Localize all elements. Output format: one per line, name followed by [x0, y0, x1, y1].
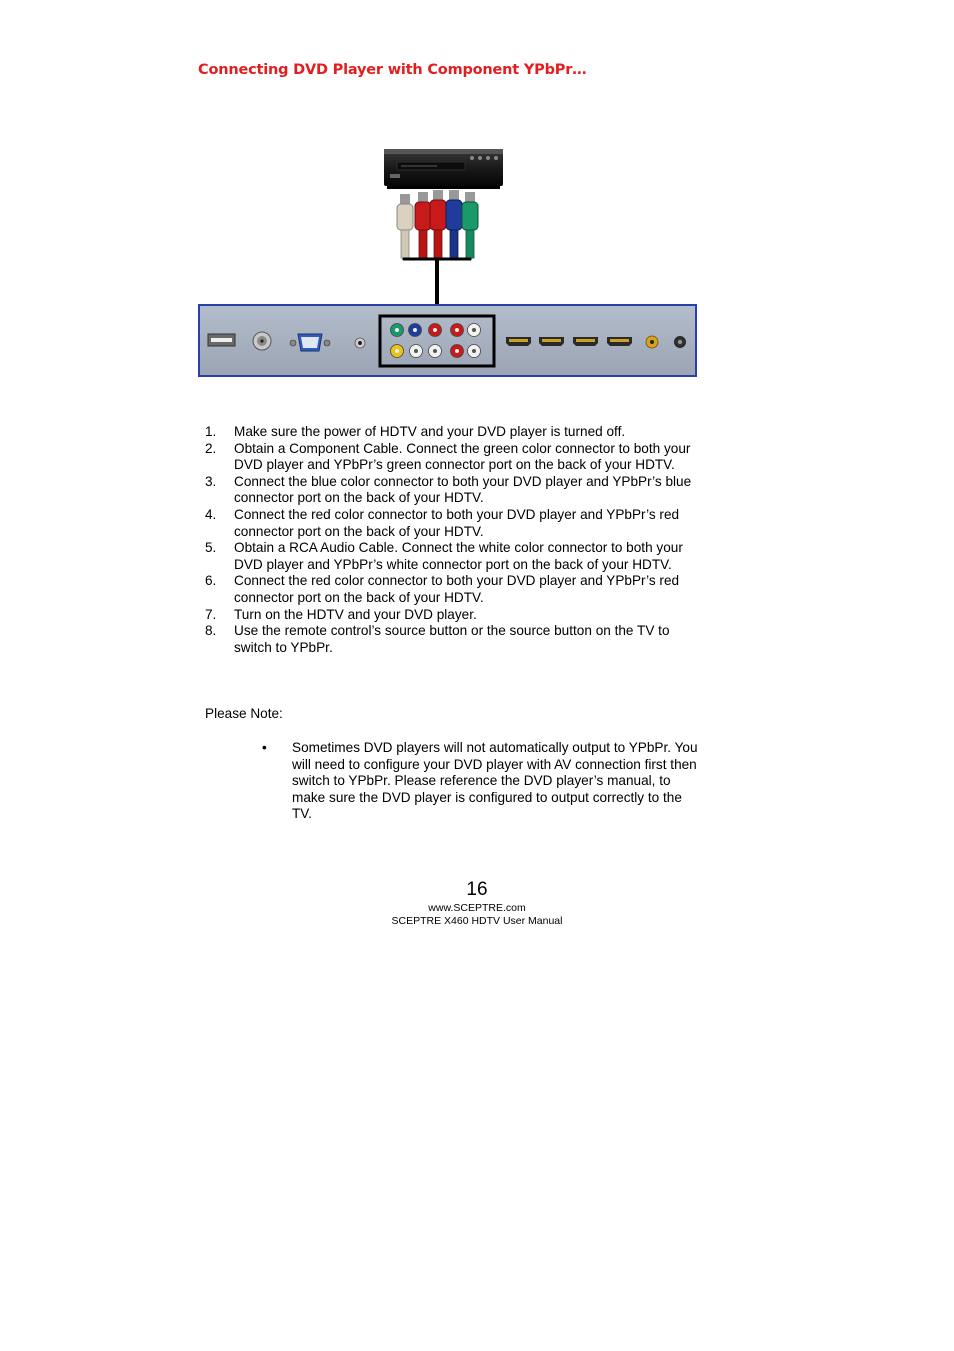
step-text: Use the remote control’s source button or the source button on the TV to switch to YPbPr. — [234, 623, 670, 655]
hdmi-port-icon — [539, 337, 564, 346]
note-list — [262, 740, 702, 823]
headphone-jack-icon — [675, 337, 686, 348]
list-item — [205, 424, 705, 441]
list-item — [205, 441, 705, 474]
usb-port-icon — [208, 334, 235, 346]
bullet-icon: • — [262, 740, 267, 755]
coax-port-icon — [253, 332, 271, 350]
red-plug — [430, 190, 446, 258]
hdmi-port-icon — [573, 337, 598, 346]
footer-website: www.SCEPTRE.com — [428, 902, 526, 914]
blue-plug — [446, 190, 462, 258]
list-item — [205, 573, 705, 606]
note-text: Sometimes DVD players will not automatically output to YPbPr. You will need to configure your DVD player with AV connection first then switch to YPbPr. Please reference the DVD player’s manual, to make sure the DVD player is configured to output correctly to the TV. — [292, 740, 698, 822]
step-text: Connect the blue color connector to both your DVD player and YPbPr’s blue connector port on the back of your HDTV. — [234, 473, 692, 506]
red-plug — [415, 192, 431, 258]
page-number: 16 — [466, 879, 488, 900]
list-item — [205, 607, 705, 624]
step-number: 8. — [205, 623, 217, 639]
step-number: 3. — [205, 473, 217, 489]
list-item — [205, 507, 705, 540]
step-text: Make sure the power of HDTV and your DVD player is turned off. — [234, 424, 626, 439]
step-number: 6. — [205, 573, 217, 589]
step-number: 7. — [205, 606, 217, 622]
hdmi-port-icon — [506, 337, 531, 346]
step-number: 4. — [205, 506, 217, 522]
hdmi-port-icon — [607, 337, 632, 346]
note-heading: Please Note: — [205, 706, 283, 721]
step-text: Obtain a Component Cable. Connect the green color connector to both your DVD player and YPbPr’s green connector port on the back of your HDTV. — [234, 440, 691, 473]
page-footer — [0, 878, 954, 928]
white-plug — [397, 194, 413, 258]
step-text: Obtain a RCA Audio Cable. Connect the white color connector to both your DVD player and YPbPr’s white connector port on the back of your HDTV. — [234, 540, 683, 572]
audio-jack-icon — [355, 338, 365, 348]
list-item — [205, 540, 705, 573]
step-text: Turn on the HDTV and your DVD player. — [234, 606, 477, 622]
coaxial-audio-out-icon — [646, 336, 658, 348]
tv-back-panel — [199, 305, 696, 376]
step-text: Connect the red color connector to both your DVD player and YPbPr’s red connector port on the back of your HDTV. — [234, 506, 680, 539]
list-item — [262, 740, 702, 823]
page-title: Connecting DVD Player with Component YPbPr… — [198, 62, 587, 78]
step-number: 5. — [205, 540, 217, 556]
connection-diagram — [197, 146, 699, 380]
dvd-player-icon — [384, 149, 503, 189]
green-plug — [462, 192, 478, 258]
instruction-steps — [205, 424, 705, 656]
footer-manual-title: SCEPTRE X460 HDTV User Manual — [391, 915, 563, 927]
cable-plugs — [397, 190, 478, 258]
step-text: Connect the red color connector to both your DVD player and YPbPr’s red connector port on the back of your HDTV. — [234, 573, 680, 605]
list-item — [205, 623, 705, 656]
list-item — [205, 474, 705, 507]
step-number: 2. — [205, 440, 217, 456]
step-number: 1. — [205, 424, 217, 439]
